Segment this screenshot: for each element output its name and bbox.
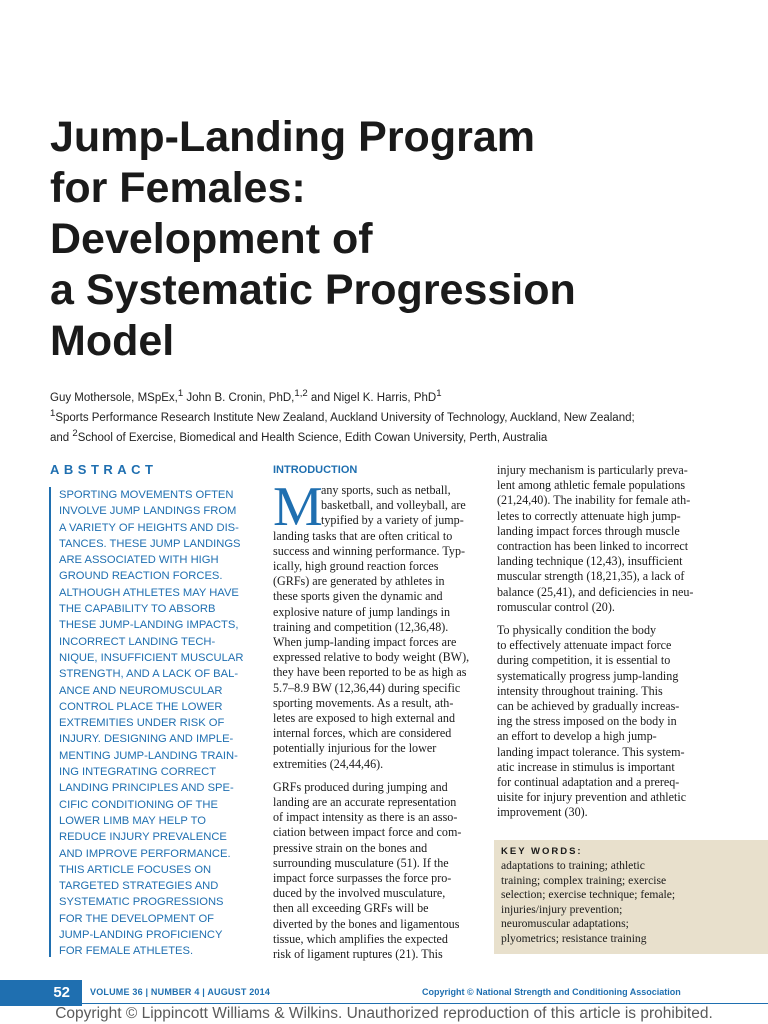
affiliation-mark: 1,2 [294,388,308,399]
text-line: (21,24,40). The inability for female ath- [497,493,691,508]
text-line: surrounding musculature (51). If the [273,855,449,870]
copyright-notice: Copyright © Lippincott Williams & Wilkins. Unauthorized reproduction of this article is prohibited. [55,1005,713,1022]
affiliation-mark: 1 [177,388,184,399]
text-line: training; complex training; exercise [501,873,667,887]
text-line: impact force surpasses the force pro- [273,871,452,886]
text-line: ciation between impact force and com- [273,825,462,840]
text-line: sporting movements. As a result, ath- [273,695,454,710]
author-harris: and Nigel K. Harris, PhD [307,391,437,404]
text-line: CONTROL PLACE THE LOWER [59,700,223,713]
article-title [50,112,750,367]
text-line: GROUND REACTION FORCES. [59,570,223,583]
text-line: INVOLVE JUMP LANDINGS FROM [59,505,237,518]
text-line: CIFIC CONDITIONING OF THE [59,798,218,811]
text-line: any sports, such as netball, [321,483,451,497]
text-line: (GRFs) are generated by athletes in [273,574,445,589]
text-line: during competition, it is essential to [497,653,671,668]
title-line: Jump-Landing Program [50,113,535,161]
text-line: injury mechanism is particularly preva- [497,463,688,477]
text-line: systematically progress jump-landing [497,668,679,683]
text-line: diverted by the bones and ligamentous [273,916,460,931]
page-footer [0,980,768,1006]
text-line: FOR FEMALE ATHLETES. [59,945,194,958]
text-line: JUMP-LANDING PROFICIENCY [59,929,223,942]
text-line: INJURY. DESIGNING AND IMPLE- [59,733,234,746]
text-line: INCORRECT LANDING TECH- [59,635,216,648]
paragraph-gap [497,615,702,623]
text-line: MENTING JUMP-LANDING TRAIN- [59,749,238,762]
affiliation-mark: 1 [50,407,56,419]
text-line: To physically condition the body [497,623,657,638]
text-line: extremities (24,44,46). [273,756,384,771]
text-line: A VARIETY OF HEIGHTS AND DIS- [59,521,239,534]
text-line: risk of ligament ruptures (21). This [273,947,443,962]
text-line: TANCES. THESE JUMP LANDINGS [59,537,241,550]
text-line: then all exceeding GRFs will be [273,901,429,916]
text-line: balance (25,41), and deficiencies in neu- [497,584,694,599]
text-line: for continual adaptation and a prereq- [497,775,680,790]
text-line: ANCE AND NEUROMUSCULAR [59,684,223,697]
paragraph-gap [273,772,475,780]
text-line: they have been reported to be as high as [273,665,467,680]
affiliation-mark: 1 [436,388,442,399]
author-mothersole: Guy Mothersole, MSpEx, [50,391,178,404]
author-cronin: John B. Cronin, PhD, [183,391,295,404]
text-line: THESE JUMP-LANDING IMPACTS, [59,619,239,632]
text-line: tissue, which amplifies the expected [273,931,448,946]
text-line: ing the stress imposed on the body in [497,714,677,729]
footer-rule [82,1003,768,1004]
affiliation-mark: 2 [72,427,78,439]
text-line: training and competition (12,36,48). [273,619,449,634]
page-number: 52 [0,980,82,1006]
text-line: adaptations to training; athletic [501,859,645,872]
text-line: explosive nature of jump landings in [273,604,451,619]
text-line: STRENGTH, AND A LACK OF BAL- [59,668,239,681]
journal-info: VOLUME 36 | NUMBER 4 | AUGUST 2014 [90,987,271,997]
text-line: to effectively attenuate impact force [497,638,672,653]
text-line: GRFs produced during jumping and [273,779,448,794]
text-line: potentially injurious for the lower [273,741,437,756]
text-line: typified by a variety of jump- [321,513,464,528]
text-line: AND IMPROVE PERFORMANCE. [59,847,231,860]
text-line: ARE ASSOCIATED WITH HIGH [59,554,219,567]
text-line: pressive strain on the bones and [273,840,428,855]
affiliation-2-prefix: and [50,431,73,444]
author-list [50,386,750,406]
text-line: NIQUE, INSUFFICIENT MUSCULAR [59,651,244,664]
text-line: uisite for injury prevention and athletic [497,790,687,805]
text-line: ING INTEGRATING CORRECT [59,766,217,779]
text-line: success and winning performance. Typ- [273,543,466,558]
affiliation-1 [50,406,750,426]
abstract-body [49,487,254,957]
text-line: LANDING PRINCIPLES AND SPE- [59,782,234,795]
text-line: these sports given the dynamic and [273,589,443,604]
affiliation-1-text: Sports Performance Research Institute New Zealand, Auckland University of Technology, Auckland, New Zealand; [55,411,635,424]
text-line: basketball, and volleyball, are [321,498,466,513]
text-line: landing impact tolerance. This system- [497,744,685,759]
abstract-heading: ABSTRACT [50,462,158,477]
text-line: plyometrics; resistance training [501,931,647,945]
text-line: LOWER LIMB MAY HELP TO [59,814,206,827]
text-line: duced by the involved musculature, [273,886,446,901]
text-line: muscular strength (18,21,35), a lack of [497,569,685,584]
text-line: THE CAPABILITY TO ABSORB [59,603,216,616]
text-line: REDUCE INJURY PREVALENCE [59,831,227,844]
keywords-box [494,840,768,954]
text-line: letes are exposed to high external and [273,711,456,726]
text-line: ically, high ground reaction forces [273,559,439,574]
text-line: landing are an accurate representation [273,795,457,810]
text-line: THIS ARTICLE FOCUSES ON [59,863,212,876]
title-line: Development of [50,215,373,263]
title-line: for Females: [50,164,306,212]
text-line: of impact intensity as there is an asso- [273,810,458,825]
text-line: SPORTING MOVEMENTS OFTEN [59,489,234,501]
introduction-heading: INTRODUCTION [273,464,358,476]
title-line: a Systematic Progression [50,266,576,314]
text-line: selection; exercise technique; female; [501,888,676,902]
title-line: Model [50,317,175,365]
drop-cap: M [273,476,323,538]
text-line: landing impact forces through muscle [497,523,680,538]
introduction-column [273,476,475,962]
text-line: injuries/injury prevention; [501,902,623,916]
text-line: EXTREMITIES UNDER RISK OF [59,717,225,730]
body-column-right [497,463,702,821]
text-line: TARGETED STRATEGIES AND [59,880,219,893]
text-line: atic increase in stimulus is important [497,759,675,774]
author-affiliations [50,386,750,445]
text-line: intensity throughout training. This [497,683,663,698]
text-line: SYSTEMATIC PROGRESSIONS [59,896,224,909]
keywords-heading: KEY WORDS: [501,846,583,857]
text-line: internal forces, which are considered [273,726,452,741]
text-line: expressed relative to body weight (BW), [273,650,470,665]
text-line: romuscular control (20). [497,599,615,614]
text-line: improvement (30). [497,805,588,820]
text-line: ALTHOUGH ATHLETES MAY HAVE [59,586,239,599]
text-line: neuromuscular adaptations; [501,917,629,931]
text-line: When jump-landing impact forces are [273,635,457,650]
text-line: letes to correctly attenuate high jump- [497,508,681,523]
text-line: contraction has been linked to incorrect [497,539,689,554]
text-line: FOR THE DEVELOPMENT OF [59,912,214,925]
affiliation-2-text: School of Exercise, Biomedical and Health Science, Edith Cowan University, Perth, Australia [77,431,548,444]
text-line: landing technique (12,43), insufficient [497,554,683,569]
text-line: lent among athletic female populations [497,478,686,493]
text-line: an effort to develop a high jump- [497,729,657,744]
copyright-nsca: Copyright © National Strength and Conditioning Association [422,987,681,997]
text-line: landing tasks that are often critical to [273,528,453,543]
text-line: can be achieved by gradually increas- [497,699,680,714]
text-line: 5.7–8.9 BW (12,36,44) during specific [273,680,461,695]
affiliation-2 [50,426,750,446]
